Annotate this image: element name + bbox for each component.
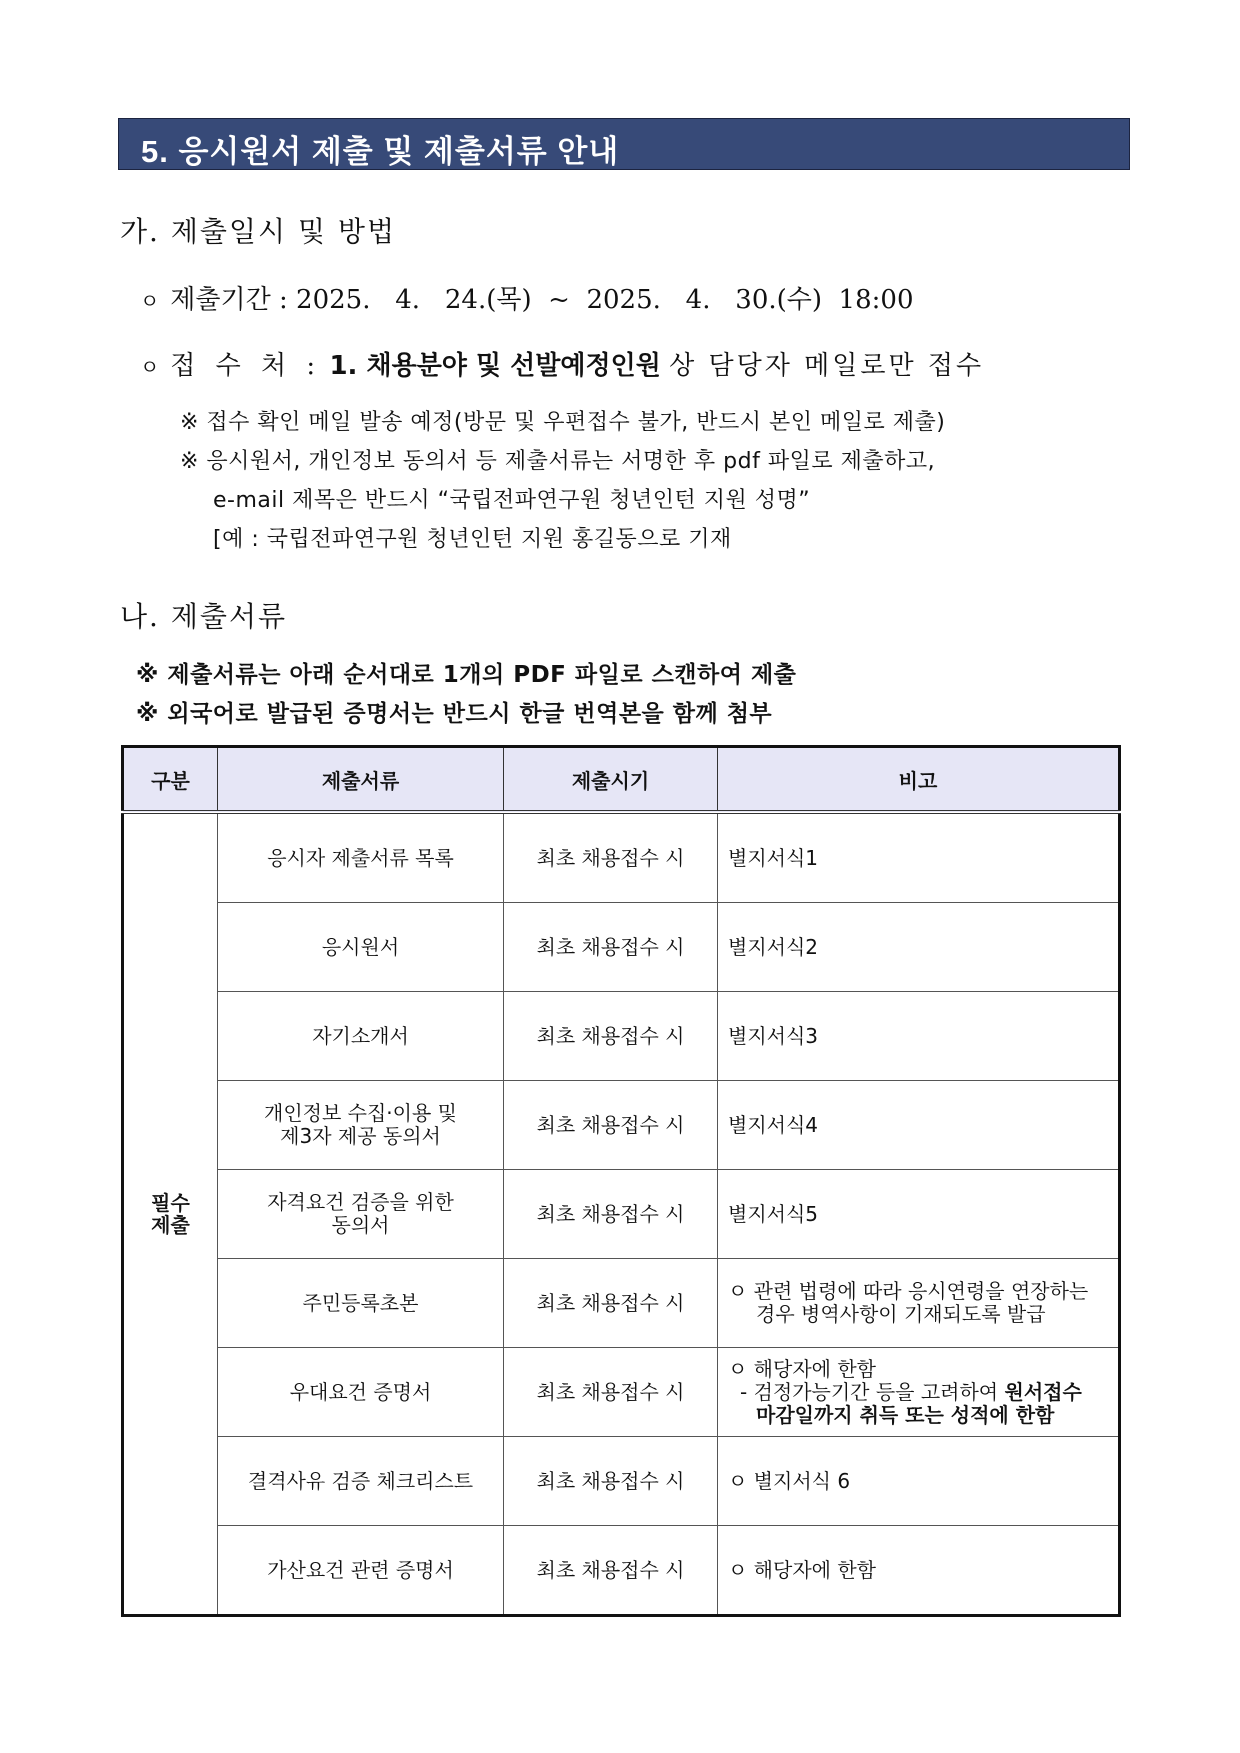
remark-bold-line: 마감일까지 취득 또는 성적에 한함 [756, 1402, 1055, 1427]
table-row [123, 1526, 1120, 1616]
group-label-line: 필수 [151, 1191, 190, 1215]
submission-period [140, 279, 914, 316]
subheading-submission-method: 가. 제출일시 및 방법 [120, 215, 396, 248]
document-name-line: 개인정보 수집·이용 및 [264, 1101, 457, 1125]
note-example: [예 : 국립전파연구원 청년인턴 지원 홍길동으로 기재 [213, 527, 732, 552]
subheading-documents: 나. 제출서류 [120, 600, 288, 633]
group-required [123, 812, 218, 1616]
note-scan-order: ※ 제출서류는 아래 순서대로 1개의 PDF 파일로 스캔하여 제출 [136, 662, 797, 688]
document-name: 자기소개서 [218, 992, 504, 1081]
period-value: 2025. 4. 24.(목) ~ 2025. 4. 30.(수) 18:00 [296, 285, 914, 315]
note-email-subject: e-mail 제목은 반드시 “국립전파연구원 청년인턴 지원 성명” [213, 488, 811, 513]
remark-line: 경우 병역사항이 기재되도록 발급 [756, 1302, 1046, 1326]
note-translation: ※ 외국어로 발급된 증명서는 반드시 한글 번역본을 함께 첨부 [136, 701, 773, 727]
table-row [123, 1081, 1120, 1170]
group-label-line: 제출 [151, 1213, 190, 1237]
document-name-line: 자격요건 검증을 위한 [267, 1190, 454, 1214]
note-confirmation-mail: ※ 접수 확인 메일 발송 예정(방문 및 우편접수 불가, 반드시 본인 메일로 제출) [180, 410, 946, 435]
table-row [123, 1437, 1120, 1526]
document-name-line: 제3자 제공 동의서 [280, 1124, 441, 1148]
remark: ㅇ 별지서식 6 [718, 1437, 1120, 1526]
table-row [123, 903, 1120, 992]
document-name [218, 1170, 504, 1259]
receipt-value: 상 담당자 메일로만 접수 [669, 351, 985, 381]
submission-timing: 최초 채용접수 시 [504, 1170, 718, 1259]
remark: 별지서식1 [718, 812, 1120, 903]
submission-timing: 최초 채용접수 시 [504, 812, 718, 903]
period-label: 제출기간 : [170, 285, 288, 315]
header-document: 제출서류 [218, 747, 504, 813]
section-title: 5. 응시원서 제출 및 제출서류 안내 [141, 134, 620, 169]
remark: 별지서식5 [718, 1170, 1120, 1259]
table-row [123, 992, 1120, 1081]
section-title-bar [118, 118, 1130, 170]
receipt-location [140, 345, 984, 382]
document-name [218, 1081, 504, 1170]
table-row [123, 812, 1120, 903]
submission-timing: 최초 채용접수 시 [504, 1437, 718, 1526]
document-name: 주민등록초본 [218, 1259, 504, 1348]
header-remarks: 비고 [718, 747, 1120, 813]
submission-timing: 최초 채용접수 시 [504, 992, 718, 1081]
remark: 별지서식3 [718, 992, 1120, 1081]
receipt-bold-value: 1. 채용분야 및 선발예정인원 [329, 351, 661, 381]
document-name: 응시자 제출서류 목록 [218, 812, 504, 903]
remark-line: ㅇ 해당자에 한함 [728, 1356, 876, 1381]
remark-line [728, 1381, 1112, 1404]
note-pdf-submission: ※ 응시원서, 개인정보 동의서 등 제출서류는 서명한 후 pdf 파일로 제출하고, [180, 449, 936, 474]
header-timing: 제출시기 [504, 747, 718, 813]
bullet-circle-icon: ㅇ [140, 355, 160, 379]
table-row [123, 1259, 1120, 1348]
document-name: 결격사유 검증 체크리스트 [218, 1437, 504, 1526]
table-row [123, 1170, 1120, 1259]
header-category: 구분 [123, 747, 218, 813]
receipt-label: 접 수 처 : [170, 351, 322, 381]
documents-table [121, 745, 1121, 1617]
submission-timing: 최초 채용접수 시 [504, 1348, 718, 1437]
remark [718, 1348, 1120, 1437]
remark [718, 1259, 1120, 1348]
remark: ㅇ 해당자에 한함 [718, 1526, 1120, 1616]
submission-timing: 최초 채용접수 시 [504, 1259, 718, 1348]
document-name: 우대요건 증명서 [218, 1348, 504, 1437]
bullet-circle-icon: ㅇ [140, 289, 160, 313]
remark: 별지서식4 [718, 1081, 1120, 1170]
remark-bold-text: 원서접수 [1004, 1379, 1082, 1404]
remark-text: - 검정가능기간 등을 고려하여 [740, 1379, 999, 1404]
remark-line: ㅇ 관련 법령에 따라 응시연령을 연장하는 [728, 1279, 1089, 1303]
document-name: 응시원서 [218, 903, 504, 992]
submission-timing: 최초 채용접수 시 [504, 903, 718, 992]
document-name: 가산요건 관련 증명서 [218, 1526, 504, 1616]
table-header-row [123, 747, 1120, 813]
document-name-line: 동의서 [331, 1213, 390, 1237]
table-row [123, 1348, 1120, 1437]
submission-timing: 최초 채용접수 시 [504, 1526, 718, 1616]
submission-timing: 최초 채용접수 시 [504, 1081, 718, 1170]
remark: 별지서식2 [718, 903, 1120, 992]
